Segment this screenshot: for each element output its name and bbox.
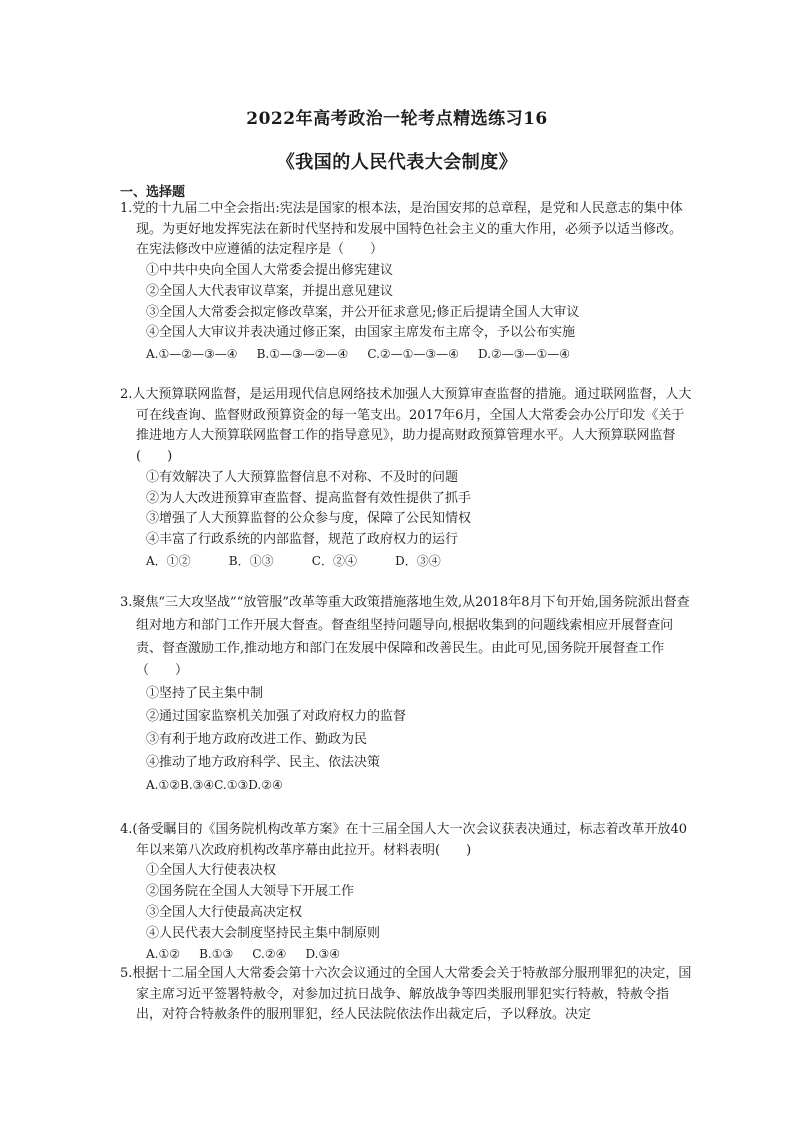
page-subtitle: 《我国的人民代表大会制度》 xyxy=(276,152,518,173)
page-title: 2022年高考政治一轮考点精选练习16 xyxy=(246,109,548,129)
question-option: ①坚持了民主集中制 xyxy=(146,686,264,702)
question-option: ③有利于地方政府改进工作、勤政为民 xyxy=(146,731,368,747)
question-stem: 1.党的十九届二中全会指出:宪法是国家的根本法，是治国安邦的总章程，是党和人民意志的集中体现。为更好地发挥宪法在新时代坚持和发展中国特色社会主义的重大作用，必须予以适当修改。在宪法修改中应遵循的法定程序是（ ） xyxy=(120,201,683,258)
question-option: ③增强了人大预算监督的公众参与度，保障了公民知情权 xyxy=(146,511,472,527)
question-option: ③全国人大行使最高决定权 xyxy=(146,904,303,920)
question-1 xyxy=(120,199,692,365)
question-option: ①全国人大行使表决权 xyxy=(146,863,277,879)
question-option: ①有效解决了人大预算监督信息不对称、不及时的问题 xyxy=(146,469,459,485)
section-heading: 一、选择题 xyxy=(120,185,186,200)
question-stem: 3.聚焦“三大攻坚战”“放管服”改革等重大政策措施落地生效,从2018年8月下旬开始,国务院派出督查组对地方和部门工作开展大督查。督查组坚持问题导向,根据收集到的问题线索相应开展督查问责、督查激励工作,推动地方和部门在发展中保障和改善民生。由此可见,国务院开展督查工作（ ） xyxy=(120,595,690,679)
question-5 xyxy=(120,964,692,1026)
question-option: ④全国人大审议并表决通过修正案，由国家主席发布主席令，予以公布实施 xyxy=(146,325,576,341)
question-option: ④人民代表大会制度坚持民主集中制原则 xyxy=(146,925,381,941)
question-stem: 5.根据十二届全国人大常委会第十六次会议通过的全国人大常委会关于特赦部分服刑罪犯的决定，国家主席习近平签署特赦令，对参加过抗日战争、解放战争等四类服刑罪犯实行特赦，特赦令指出，对符合特赦条件的服刑罪犯，经人民法院依法作出裁定后，予以释放。决定 xyxy=(120,966,692,1023)
question-option: ②为人大改进预算审查监督、提高监督有效性提供了抓手 xyxy=(146,490,472,506)
question-option: ②全国人大代表审议草案，并提出意见建议 xyxy=(146,283,394,299)
answer-choices: A.①② B.①③ C.②④ D.③④ xyxy=(146,947,340,962)
question-option: ④丰富了行政系统的内部监督，规范了政府权力的运行 xyxy=(146,531,459,547)
answer-choices: A．①② B．①③ C．②④ D．③④ xyxy=(146,553,441,568)
question-stem: 2.人大预算联网监督，是运用现代信息网络技术加强人大预算审查监督的措施。通过联网监督，人大可在线查询、监督财政预算资金的每一笔支出。2017年6月，全国人大常委会办公厅印发《关于推进地方人大预算联网监督工作的指导意见》，助力提高财政预算管理水平。人大预算联网监督( ) xyxy=(120,387,692,465)
question-4 xyxy=(120,820,692,965)
question-option: ④推动了地方政府科学、民主、依法决策 xyxy=(146,754,381,770)
question-option: ②国务院在全国人大领导下开展工作 xyxy=(146,884,355,900)
question-option: ②通过国家监察机关加强了对政府权力的监督 xyxy=(146,708,407,724)
question-2 xyxy=(120,385,692,571)
question-stem: 4.(备受瞩目的《国务院机构改革方案》在十三届全国人大一次会议获表决通过，标志着改革开放40年以来第八次政府机构改革序幕由此拉开。材料表明( ) xyxy=(120,822,688,858)
answer-choices: A.①②B.③④C.①③D.②④ xyxy=(146,778,283,793)
question-option: ①中共中央向全国人大常委会提出修宪建议 xyxy=(146,263,394,279)
question-option: ③全国人大常委会拟定修改草案，并公开征求意见;修正后提请全国人大审议 xyxy=(146,304,580,320)
answer-choices: A.①—②—③—④ B.①—③—②—④ C.②—①—③—④ D.②—③—①—④ xyxy=(146,346,571,361)
question-3 xyxy=(120,592,692,797)
